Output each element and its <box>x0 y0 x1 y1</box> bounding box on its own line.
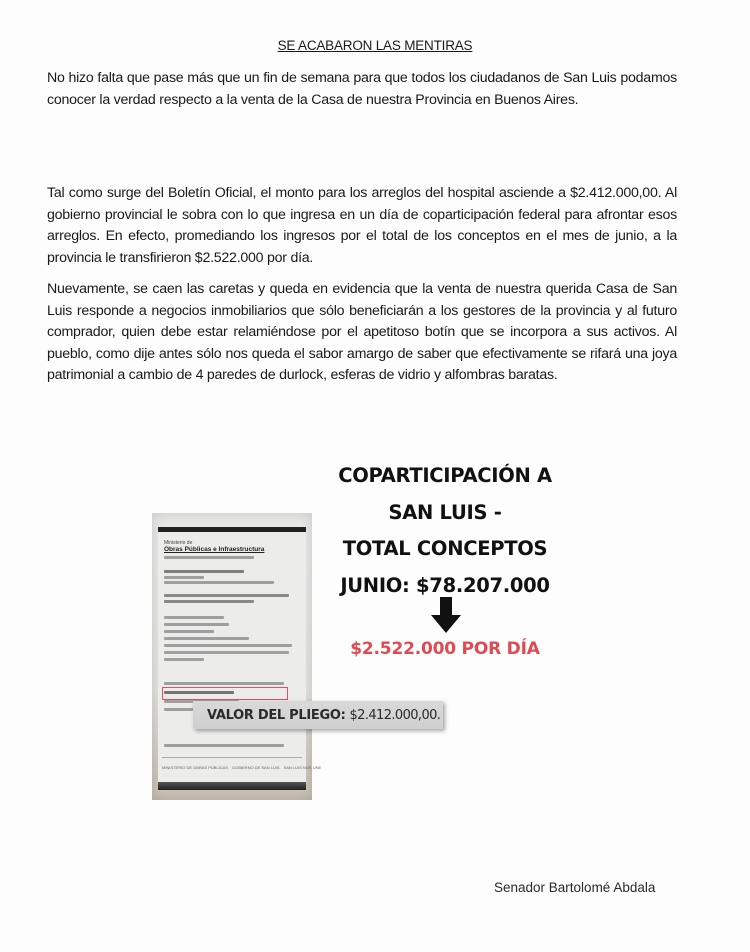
heading-line: JUNIO: $78.207.000 <box>340 573 550 597</box>
footer-item: GOBIERNO DE SAN LUIS <box>232 764 280 770</box>
text-line <box>164 576 204 579</box>
document-title: SE ACABARON LAS MENTIRAS <box>277 38 473 53</box>
text-line <box>164 570 244 573</box>
text-line <box>164 644 292 647</box>
text-line <box>164 556 254 559</box>
newspaper-clipping <box>158 527 322 790</box>
heading-line: SAN LUIS - <box>388 500 502 524</box>
text-line <box>164 708 194 711</box>
text-line <box>164 637 249 640</box>
valor-pliego-callout <box>193 701 443 729</box>
paragraph-text: Nuevamente, se caen las caretas y queda en evidencia que la venta de nuestra querida Casa de San Luis responde a negocios inmobiliarios que sólo beneficiarán a los gestores de la provincia y al futuro comprador, quien debe estar relamiéndose por el apetitoso botín que se incorpora a sus activos. Al pueblo, como dije antes sólo nos queda el sabor amargo de saber que efectivamente se rifará una joya patrimonial a cambio de 4 paredes de durlock, esferas de vidrio y alfombras baratas. <box>47 281 677 383</box>
callout-value: $2.412.000,00. <box>349 707 441 723</box>
boletin-oficial-photo <box>152 513 322 800</box>
coparticipacion-heading <box>315 458 575 604</box>
text-line <box>164 682 284 685</box>
paragraph-3 <box>47 279 677 408</box>
heading-line: COPARTICIPACIÓN A <box>338 464 552 487</box>
text-line <box>164 616 224 619</box>
text-line <box>164 623 229 626</box>
paragraph-text: Tal como surge del Boletín Oficial, el monto para los arreglos del hospital asciende a $2.412.000,00. Al gobierno provincial le sobra con lo que ingresa en un día de coparticipación federal para afrontar esos arreglos. En efecto, promediando los ingresos por el total de los conceptos en el mes de junio, a la provincia le transfirieron $2.522.000 por día. <box>47 185 677 266</box>
footer-item: SAN LUIS NOS UNE <box>283 764 322 770</box>
paragraph-text: No hizo falta que pase más que un fin de semana para que todos los ciudadanos de San Luis podamos conocer la verdad respecto a la venta de la Casa de nuestra Provincia en Buenos Aires. <box>47 70 677 108</box>
signature: Senador Bartolomé Abdala <box>494 880 656 895</box>
ministry-small-text: Ministerio de <box>164 540 193 546</box>
callout-label: VALOR DEL PLIEGO: <box>207 707 346 723</box>
per-day-amount: $2.522.000 POR DÍA <box>350 639 540 659</box>
text-line <box>164 651 289 654</box>
ministry-title: Obras Públicas e Infraestructura <box>164 546 265 553</box>
footer-item: MINISTERIO DE OBRAS PÚBLICAS <box>162 764 229 770</box>
text-line <box>164 581 274 584</box>
text-line <box>164 744 284 747</box>
clipping-footer <box>162 757 322 776</box>
text-line <box>164 594 289 597</box>
text-line <box>164 600 254 603</box>
highlight-box <box>162 687 288 700</box>
clipping-bottom-edge <box>158 782 306 790</box>
text-line <box>164 630 214 633</box>
paragraph-2 <box>47 183 677 290</box>
text-line <box>164 658 204 661</box>
heading-line: TOTAL CONCEPTOS <box>342 537 548 560</box>
paragraph-1 <box>47 68 677 132</box>
down-arrow-icon <box>431 597 461 633</box>
